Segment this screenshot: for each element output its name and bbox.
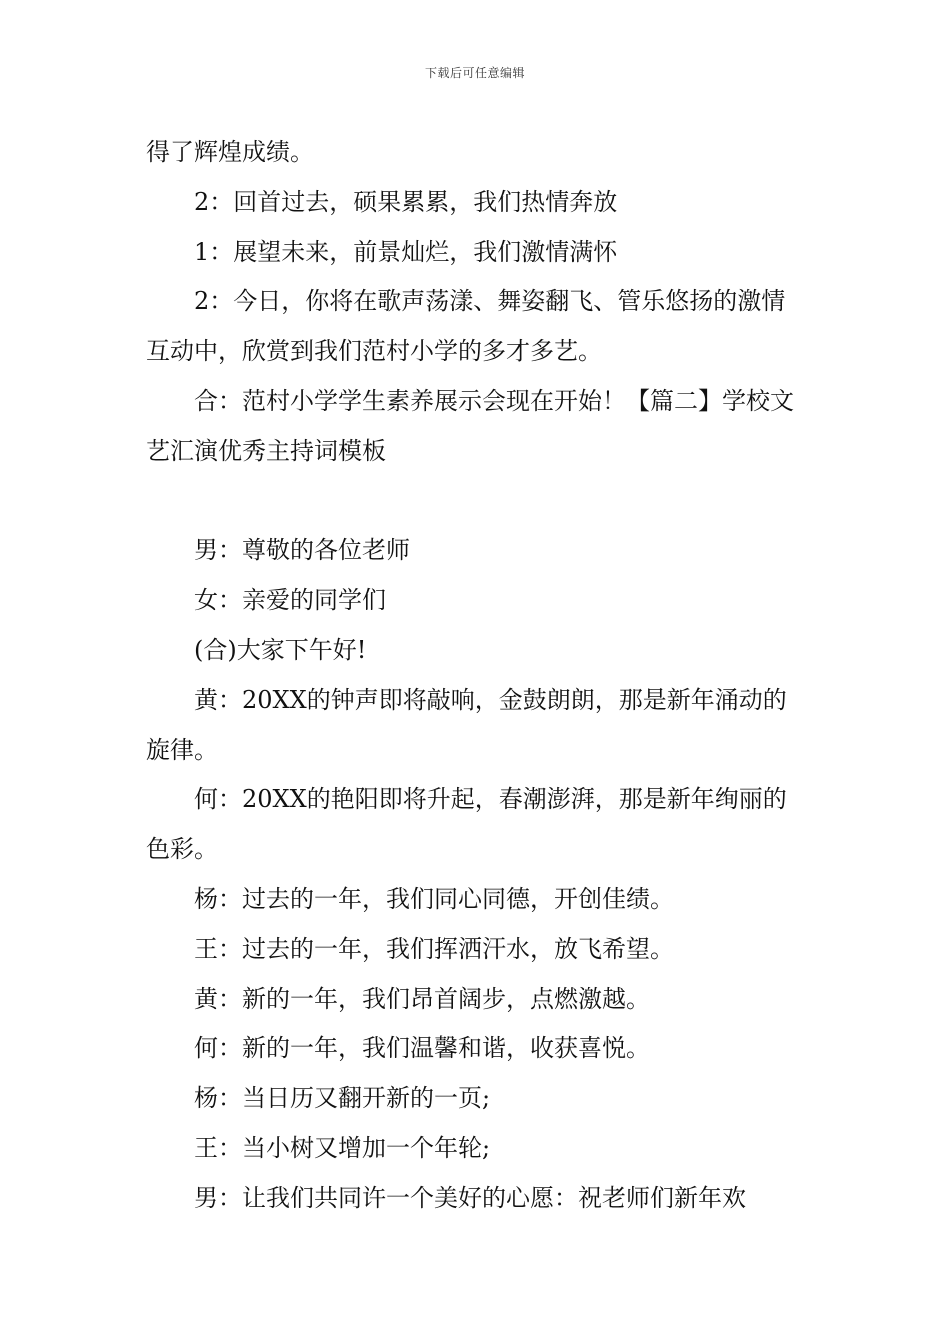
paragraph: (合)大家下午好! xyxy=(194,635,367,664)
paragraph: 黄：20XX的钟声即将敲响，金鼓朗朗，那是新年涌动的旋律。 xyxy=(146,685,787,764)
paragraph: 2：今日，你将在歌声荡漾、舞姿翻飞、管乐悠扬的激情互动中，欣赏到我们范村小学的多才多艺。 xyxy=(146,287,786,366)
paragraph: 王：过去的一年，我们挥洒汗水，放飞希望。 xyxy=(194,934,674,963)
paragraph: 何：20XX的艳阳即将升起，春潮澎湃，那是新年绚丽的色彩。 xyxy=(146,785,787,864)
paragraph: 女：亲爱的同学们 xyxy=(194,586,386,615)
paragraph: 得了辉煌成绩。 xyxy=(146,138,314,166)
paragraph: 何：新的一年，我们温馨和谐，收获喜悦。 xyxy=(194,1034,650,1063)
paragraph: 男：让我们共同许一个美好的心愿：祝老师们新年欢 xyxy=(194,1183,746,1212)
paragraph: 合：范村小学学生素养展示会现在开始！【篇二】学校文艺汇演优秀主持词模板 xyxy=(146,386,794,465)
document-body xyxy=(146,128,808,1224)
paragraph: 1：展望未来，前景灿烂，我们激情满怀 xyxy=(194,237,618,266)
paragraph: 2：回首过去，硕果累累，我们热情奔放 xyxy=(194,187,618,216)
paragraph: 杨：过去的一年，我们同心同德，开创佳绩。 xyxy=(194,884,674,913)
blank-line xyxy=(146,477,808,527)
page-header: 下载后可任意编辑 xyxy=(424,66,525,80)
paragraph: 男：尊敬的各位老师 xyxy=(194,536,410,565)
paragraph: 王：当小树又增加一个年轮; xyxy=(194,1133,491,1162)
paragraph: 杨：当日历又翻开新的一页; xyxy=(194,1084,491,1113)
paragraph: 黄：新的一年，我们昂首阔步，点燃激越。 xyxy=(194,984,650,1013)
